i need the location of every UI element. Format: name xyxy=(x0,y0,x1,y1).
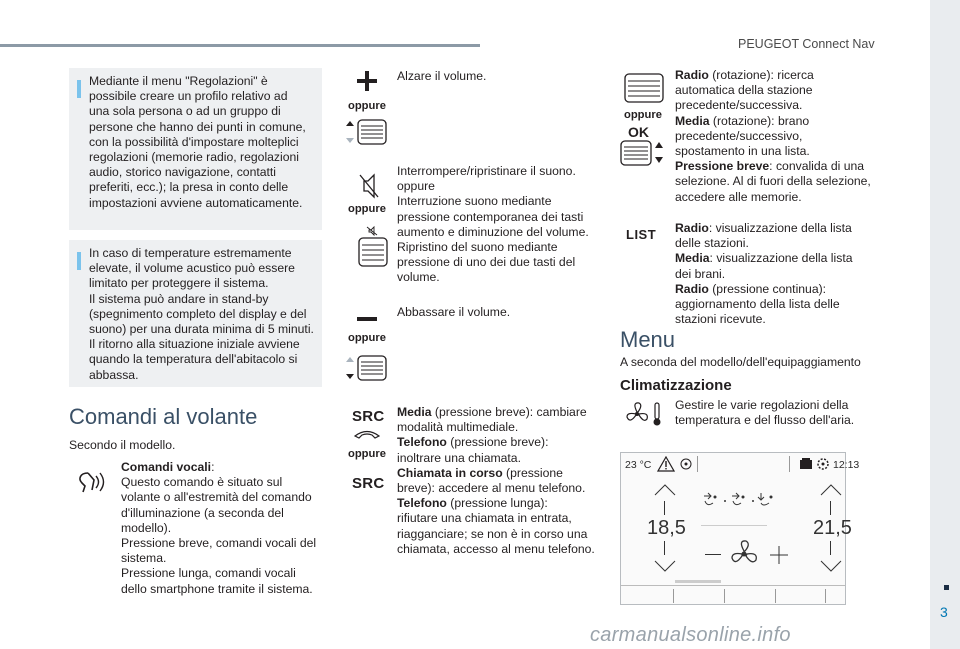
rotary-wheel-icon xyxy=(624,72,666,109)
menu-subtitle: A seconda del modello/dell'equipaggiamento xyxy=(620,355,861,369)
page-sidebar xyxy=(930,0,960,649)
minus-icon xyxy=(356,309,378,327)
info-box-text: Mediante il menu "Regolazioni" è possibile creare un profilo relativo ad una sola persona o ad un gruppo di persone che hanno dei punti in comune, con la possibilità d'impostare molteplici regolazioni (memorie radio, regolazioni audio, storico navigazione, contatti preferiti, ecc.); la presa in conto delle impostazioni avviene automaticamente. xyxy=(89,74,306,210)
steering-subtitle: Secondo il modello. xyxy=(69,438,176,452)
mute-desc: Interrompere/ripristinare il suono. oppure Interruzione suono mediante pressione contemporanea dei tasti aumento e diminuzione del volume. Ripristino del suono mediante pressione di uno dei due tasti del volume. xyxy=(397,164,589,285)
right-temp-down-icon[interactable] xyxy=(819,559,843,578)
oppure-label: oppure xyxy=(348,203,386,215)
settings-icon xyxy=(816,457,830,476)
clock: 12:13 xyxy=(833,459,860,471)
list-button-label: LIST xyxy=(626,227,657,242)
phone-icon xyxy=(354,426,380,444)
header-rule xyxy=(0,44,480,47)
info-box-profiles xyxy=(69,68,322,230)
info-icon xyxy=(77,80,81,98)
voice-command-desc: Comandi vocali: Questo comando è situato sul volante o all'estremità del comando d'illuminazione (a seconda del modello). Pressione breve, comandi vocali del sistema. Pressione lunga, comandi vocali dello smartphone tramite il sistema. xyxy=(121,460,317,596)
scroll-wheel-down-icon xyxy=(346,354,390,387)
src-desc: Media (pressione breve): cambiare modalità multimediale. Telefono (pressione breve): inoltrare una chiamata. Chiamata in corso (pressione breve): accedere al menu telefono. Telefono (pressione lunga): rifiutare una chiamata in entrata, riagganciare; se non è in corso una chiamata, accesso al menu telefono. xyxy=(397,405,595,556)
oppure-label: oppure xyxy=(348,332,386,344)
fan-minus-icon[interactable] xyxy=(705,554,721,555)
ok-label: OK xyxy=(628,124,649,140)
target-icon xyxy=(679,457,693,476)
airflow-icons[interactable] xyxy=(701,491,777,514)
clima-desc: Gestire le varie regolazioni della temperatura e del flusso dell'aria. xyxy=(675,398,855,428)
scroll-wheel-mute-icon xyxy=(358,225,388,272)
section-marker xyxy=(944,585,949,590)
volume-down-desc: Abbassare il volume. xyxy=(397,305,511,319)
fan-temperature-icon xyxy=(624,400,664,433)
oppure-label: oppure xyxy=(348,448,386,460)
ok-wheel-icon xyxy=(620,140,666,171)
left-temp-down-icon[interactable] xyxy=(653,559,677,578)
oppure-label: oppure xyxy=(348,100,386,112)
oppure-label: oppure xyxy=(624,109,662,121)
volume-up-desc: Alzare il volume. xyxy=(397,69,487,83)
info-box-text: In caso di temperature estremamente elevate, il volume acustico può essere limitato per proteggere il sistema. Il sistema può andare in stand-by (spegnimento completo del display e del suono) per una durata minima di 5 minuti. Il ritorno alla situazione iniziale avviene quando la temperatura dell'abitacolo si abbassa. xyxy=(89,246,314,382)
left-temperature: 18,5 xyxy=(647,517,686,539)
section-title-steering: Comandi al volante xyxy=(69,404,258,429)
fan-icon xyxy=(729,539,759,574)
media-icon xyxy=(799,457,813,476)
section-title-clima: Climatizzazione xyxy=(620,377,732,394)
right-temperature: 21,5 xyxy=(813,517,852,539)
page-number: 3 xyxy=(940,604,948,620)
voice-command-icon xyxy=(74,470,108,501)
watermark: carmanualsonline.info xyxy=(590,624,791,646)
info-box-temperature xyxy=(69,240,322,387)
list-desc: Radio: visualizzazione della lista delle stazioni. Media: visualizzazione della lista dei brani. Radio (pressione continua): aggiornamento della lista delle stazioni ricevute. xyxy=(675,221,853,327)
rotary-desc: Radio (rotazione): ricerca automatica della stazione precedente/successiva. Media (rotazione): brano precedente/successivo, spostamento in una lista. Pressione breve: convalida di una selezione. Al di fuori della selezione, accedere alle memorie. xyxy=(675,68,871,204)
right-temp-up-icon[interactable] xyxy=(819,483,843,502)
section-title-menu: Menu xyxy=(620,327,676,352)
fan-plus-icon[interactable] xyxy=(770,546,788,569)
warning-icon xyxy=(657,456,675,477)
scroll-wheel-up-icon xyxy=(346,118,390,151)
left-temp-up-icon[interactable] xyxy=(653,483,677,502)
outside-temp: 23 °C xyxy=(625,459,652,471)
src-button-label-alt: SRC xyxy=(352,475,385,492)
info-icon xyxy=(77,252,81,270)
brand-header: PEUGEOT Connect Nav xyxy=(738,37,875,51)
src-button-label: SRC xyxy=(352,408,385,425)
mute-icon xyxy=(358,172,380,205)
climate-screen xyxy=(620,452,860,605)
plus-icon xyxy=(356,70,378,97)
